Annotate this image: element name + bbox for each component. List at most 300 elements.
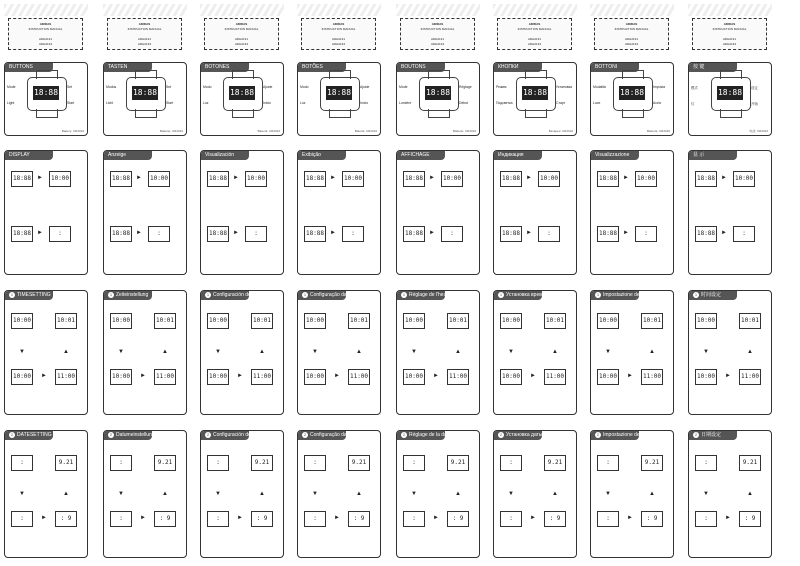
arrow-right-icon: ► [41, 373, 47, 379]
date-setting-panel [103, 430, 187, 558]
watch-diagram [613, 77, 653, 111]
step-number: 1 [499, 291, 503, 297]
panel-tab [104, 431, 155, 440]
lcd-display: : [733, 226, 755, 242]
panel-tab-label: TASTEN [108, 64, 128, 70]
arrow-down-icon: ▼ [215, 349, 221, 355]
arrow-right-icon: ► [237, 515, 243, 521]
lcd-display: : 9 [544, 511, 566, 527]
lcd-display: 11:00 [55, 369, 77, 385]
lcd-display: : [11, 455, 33, 471]
brand-box [301, 18, 376, 50]
step-number: 1 [109, 291, 113, 297]
manual-column [297, 0, 381, 566]
manual-column [200, 0, 284, 566]
manual-column [688, 0, 772, 566]
arrow-right-icon: ► [725, 373, 731, 379]
panel-tab [298, 151, 346, 160]
lcd-display: 10:00 [635, 171, 657, 187]
lcd-display: : [500, 511, 522, 527]
panel-tab [5, 151, 53, 160]
lcd-display: 10:01 [348, 313, 370, 329]
panel-tab-label: AFFICHAGE [401, 152, 430, 158]
panel-tab-label: BOTTONI [595, 64, 618, 70]
buttons-panel [297, 62, 381, 136]
display-panel [297, 150, 381, 275]
watch-strap-top [232, 70, 254, 79]
header-pattern [590, 4, 674, 16]
lcd-display: : [500, 455, 522, 471]
button-label: Modus [106, 85, 117, 89]
panel-tab-label: 日期设定 [701, 432, 722, 438]
button-label: Inicio [263, 101, 271, 105]
arrow-up-icon: ▲ [747, 349, 753, 355]
arrow-up-icon: ▲ [552, 349, 558, 355]
lcd-display: : [342, 226, 364, 242]
watch-diagram [320, 77, 360, 111]
lcd-display: : 9 [154, 511, 176, 527]
lcd-display: 10:00 [342, 171, 364, 187]
arrow-right-icon: ► [140, 373, 146, 379]
lcd-display: 18:88 [403, 171, 425, 187]
brand-name: ADIDAS [332, 22, 345, 26]
panel-tab [591, 291, 651, 300]
arrow-up-icon: ▲ [455, 491, 461, 497]
arrow-right-icon: ► [526, 230, 532, 236]
panel-tab-label: Установка времени [506, 292, 552, 298]
display-panel [688, 150, 772, 275]
lcd-display: 10:00 [11, 313, 33, 329]
watch-diagram [711, 77, 751, 111]
time-setting-panel [396, 290, 480, 415]
time-setting-panel [4, 290, 88, 415]
manual-column [396, 0, 480, 566]
arrow-down-icon: ▼ [118, 491, 124, 497]
button-label: Luz [300, 101, 306, 105]
time-setting-panel [493, 290, 577, 415]
panel-tab [5, 431, 53, 440]
brand-box [400, 18, 475, 50]
lcd-display: 18:88 [207, 226, 229, 242]
lcd-display: : [441, 226, 463, 242]
display-panel [103, 150, 187, 275]
button-label: Подсветка [496, 101, 513, 105]
arrow-up-icon: ▲ [455, 349, 461, 355]
arrow-up-icon: ▲ [63, 491, 69, 497]
lcd-display: 18:88 [695, 171, 717, 187]
lcd-display: : [403, 455, 425, 471]
panel-tab [689, 151, 737, 160]
arrow-right-icon: ► [623, 230, 629, 236]
lcd-display: 18:88 [11, 171, 33, 187]
arrow-up-icon: ▲ [356, 349, 362, 355]
panel-tab-label: DATESETTING [17, 432, 52, 438]
time-setting-panel [297, 290, 381, 415]
buttons-panel [200, 62, 284, 136]
arrow-up-icon: ▲ [162, 491, 168, 497]
arrow-right-icon: ► [526, 175, 532, 181]
panel-tab-label: Datumeinstellung [116, 432, 155, 438]
brand-name: ADIDAS [723, 22, 736, 26]
panel-tab [689, 431, 737, 440]
panel-tab [201, 151, 249, 160]
button-label: Mode [7, 85, 16, 89]
watch-strap-bottom [525, 109, 547, 118]
date-setting-panel [688, 430, 772, 558]
panel-tab [201, 291, 263, 300]
watch-strap-top [135, 70, 157, 79]
lcd-display: 9.21 [55, 455, 77, 471]
buttons-panel [688, 62, 772, 136]
model-number: ADH2131 [624, 37, 638, 41]
lcd-display: 10:00 [733, 171, 755, 187]
lcd-display: 11:00 [447, 369, 469, 385]
button-label: 设定 [751, 86, 758, 90]
model-number-alt: ADH2133 [137, 42, 151, 46]
arrow-down-icon: ▼ [312, 491, 318, 497]
model-number: ADH2131 [234, 37, 248, 41]
model-number-alt: ADH2133 [38, 42, 52, 46]
model-number-alt: ADH2133 [527, 42, 541, 46]
header-pattern [688, 4, 772, 16]
lcd-display: 10:00 [403, 313, 425, 329]
panel-tab-label: Impostazione dell'ora [603, 292, 651, 298]
watch-strap-bottom [329, 109, 351, 118]
lcd-display: 9.21 [641, 455, 663, 471]
lcd-display: : 9 [251, 511, 273, 527]
button-label: Start [67, 101, 75, 105]
lcd-display: 10:01 [641, 313, 663, 329]
arrow-right-icon: ► [530, 373, 536, 379]
step-number: 2 [596, 431, 600, 437]
lcd-display: 10:01 [154, 313, 176, 329]
brand-title: INSTRUCTION MANUAL [614, 27, 649, 31]
button-label: 模式 [691, 86, 698, 90]
watch-strap-bottom [428, 109, 450, 118]
lcd-display: 10:00 [538, 171, 560, 187]
brand-box [594, 18, 669, 50]
step-number: 1 [10, 291, 14, 297]
button-label: Modalità [593, 85, 606, 89]
button-label: Début [459, 101, 469, 105]
lcd-display: 9.21 [154, 455, 176, 471]
date-setting-panel [493, 430, 577, 558]
arrow-right-icon: ► [429, 175, 435, 181]
arrow-down-icon: ▼ [703, 349, 709, 355]
lcd-display: : [207, 511, 229, 527]
arrow-down-icon: ▼ [19, 491, 25, 497]
date-setting-panel [200, 430, 284, 558]
button-label: Mode [399, 85, 408, 89]
panel-tab [201, 431, 265, 440]
brand-name: ADIDAS [138, 22, 151, 26]
arrow-right-icon: ► [233, 230, 239, 236]
brand-box [107, 18, 182, 50]
panel-tab [591, 431, 656, 440]
lcd-display: 18:88 [695, 226, 717, 242]
lcd-display: 11:00 [544, 369, 566, 385]
arrow-right-icon: ► [330, 175, 336, 181]
arrow-right-icon: ► [627, 515, 633, 521]
lcd-display: 9.21 [348, 455, 370, 471]
lcd-display: 10:00 [403, 369, 425, 385]
time-setting-panel [200, 290, 284, 415]
step-number: 1 [402, 291, 406, 297]
panel-tab [591, 151, 639, 160]
panel-tab-label: Configuración de hora [213, 292, 263, 298]
button-label: Lumière [399, 101, 412, 105]
panel-tab [104, 151, 152, 160]
step-number: 2 [303, 431, 307, 437]
brand-box [497, 18, 572, 50]
step-number: 1 [206, 291, 210, 297]
lcd-display: 11:00 [154, 369, 176, 385]
date-setting-panel [297, 430, 381, 558]
watch-strap-top [622, 70, 644, 79]
button-label: Set [67, 85, 73, 89]
lcd-display: 10:00 [304, 369, 326, 385]
arrow-down-icon: ▼ [411, 491, 417, 497]
button-label: Ajuste [263, 85, 273, 89]
lcd-display: : [635, 226, 657, 242]
buttons-panel [396, 62, 480, 136]
arrow-down-icon: ▼ [215, 491, 221, 497]
arrow-down-icon: ▼ [508, 491, 514, 497]
lcd-display: 10:00 [695, 313, 717, 329]
lcd-display: 9.21 [544, 455, 566, 471]
arrow-down-icon: ▼ [703, 491, 709, 497]
model-number: ADH2131 [722, 37, 736, 41]
arrow-up-icon: ▲ [356, 491, 362, 497]
watch-diagram [126, 77, 166, 111]
panel-tab-label: BOTÕES [302, 64, 323, 70]
lcd-display: 10:00 [207, 313, 229, 329]
header-pattern [396, 4, 480, 16]
display-panel [396, 150, 480, 275]
arrow-down-icon: ▼ [605, 349, 611, 355]
lcd-display: : [304, 455, 326, 471]
brand-title: INSTRUCTION MANUAL [321, 27, 356, 31]
lcd-display: 18:88 [207, 171, 229, 187]
watch-strap-top [525, 70, 547, 79]
battery-note: Batteria: CR2016 [646, 129, 670, 133]
arrow-up-icon: ▲ [649, 491, 655, 497]
watch-strap-bottom [622, 109, 644, 118]
lcd-display: : 9 [55, 511, 77, 527]
model-number: ADH2131 [38, 37, 52, 41]
arrow-right-icon: ► [334, 515, 340, 521]
brand-title: INSTRUCTION MANUAL [517, 27, 552, 31]
panel-tab-label: КНОПКИ [498, 64, 519, 70]
lcd-display: 10:00 [49, 171, 71, 187]
battery-note: Battery: CR2016 [61, 129, 84, 133]
watch-strap-bottom [36, 109, 58, 118]
date-setting-panel [4, 430, 88, 558]
buttons-panel [4, 62, 88, 136]
lcd-display: 18:88 [11, 226, 33, 242]
lcd-display: 11:00 [348, 369, 370, 385]
watch-strap-bottom [720, 109, 742, 118]
button-label: Ajuste [360, 85, 370, 89]
arrow-right-icon: ► [721, 175, 727, 181]
lcd-display: : [695, 455, 717, 471]
watch-face: 18:88 [717, 86, 743, 100]
lcd-display: : 9 [348, 511, 370, 527]
arrow-up-icon: ▲ [63, 349, 69, 355]
watch-strap-top [329, 70, 351, 79]
step-number: 2 [206, 431, 210, 437]
lcd-display: 18:88 [403, 226, 425, 242]
button-label: Réglage [459, 85, 472, 89]
buttons-panel [493, 62, 577, 136]
step-number: 1 [596, 291, 600, 297]
panel-tab [397, 431, 451, 440]
brand-title: INSTRUCTION MANUAL [712, 27, 747, 31]
header-pattern [493, 4, 577, 16]
lcd-display: 18:88 [500, 226, 522, 242]
arrow-right-icon: ► [530, 515, 536, 521]
lcd-display: : [538, 226, 560, 242]
arrow-right-icon: ► [140, 515, 146, 521]
arrow-right-icon: ► [623, 175, 629, 181]
date-setting-panel [396, 430, 480, 558]
watch-face: 18:88 [132, 86, 158, 100]
lcd-display: 10:00 [695, 369, 717, 385]
header-pattern [4, 4, 88, 16]
lcd-display: 10:01 [447, 313, 469, 329]
watch-diagram [516, 77, 556, 111]
brand-title: INSTRUCTION MANUAL [127, 27, 162, 31]
lcd-display: : [245, 226, 267, 242]
date-setting-panel [590, 430, 674, 558]
panel-tab-label: Visualizzazione [595, 152, 630, 158]
lcd-display: 10:00 [597, 369, 619, 385]
manual-column [4, 0, 88, 566]
button-label: Modo [203, 85, 212, 89]
brand-box [204, 18, 279, 50]
lcd-display: 10:01 [544, 313, 566, 329]
watch-diagram [223, 77, 263, 111]
step-number: 2 [10, 431, 14, 437]
lcd-display: 18:88 [597, 226, 619, 242]
panel-tab [397, 291, 451, 300]
panel-tab-label: Réglage de la date [409, 432, 451, 438]
buttons-panel [590, 62, 674, 136]
lcd-display: : [148, 226, 170, 242]
model-number-alt: ADH2133 [430, 42, 444, 46]
lcd-display: 10:00 [597, 313, 619, 329]
watch-face: 18:88 [619, 86, 645, 100]
lcd-display: 10:00 [110, 313, 132, 329]
panel-tab-label: BOUTONS [401, 64, 426, 70]
arrow-right-icon: ► [334, 373, 340, 379]
lcd-display: 18:88 [110, 226, 132, 242]
panel-tab-label: Visualización [205, 152, 235, 158]
display-panel [4, 150, 88, 275]
arrow-right-icon: ► [429, 230, 435, 236]
watch-strap-bottom [135, 109, 157, 118]
brand-name: ADIDAS [235, 22, 248, 26]
watch-strap-top [720, 70, 742, 79]
battery-note: 电池: CR2016 [749, 129, 768, 133]
button-label: 灯 [691, 102, 695, 106]
arrow-right-icon: ► [725, 515, 731, 521]
battery-note: Bateria: CR2016 [354, 129, 377, 133]
button-label: Start [166, 101, 174, 105]
brand-title: INSTRUCTION MANUAL [28, 27, 63, 31]
lcd-display: 11:00 [251, 369, 273, 385]
arrow-right-icon: ► [37, 175, 43, 181]
model-number: ADH2131 [527, 37, 541, 41]
watch-face: 18:88 [425, 86, 451, 100]
lcd-display: : [597, 511, 619, 527]
manual-column [103, 0, 187, 566]
display-panel [493, 150, 577, 275]
watch-strap-top [428, 70, 450, 79]
lcd-display: 9.21 [251, 455, 273, 471]
panel-tab [494, 151, 542, 160]
panel-tab-label: Configuração da hora [310, 292, 359, 298]
arrow-down-icon: ▼ [118, 349, 124, 355]
brand-title: INSTRUCTION MANUAL [224, 27, 259, 31]
model-number-alt: ADH2133 [331, 42, 345, 46]
time-setting-panel [590, 290, 674, 415]
lcd-display: 10:00 [304, 313, 326, 329]
panel-tab [689, 291, 737, 300]
lcd-display: 18:88 [500, 171, 522, 187]
brand-box [692, 18, 767, 50]
lcd-display: : [49, 226, 71, 242]
button-label: 开始 [751, 102, 758, 106]
panel-tab [104, 291, 152, 300]
button-label: Light [7, 101, 15, 105]
manual-column [493, 0, 577, 566]
watch-face: 18:88 [33, 86, 59, 100]
lcd-display: : [110, 511, 132, 527]
panel-tab-label: BOTONES [205, 64, 230, 70]
lcd-display: : [403, 511, 425, 527]
brand-name: ADIDAS [625, 22, 638, 26]
button-label: Licht [106, 101, 114, 105]
button-label: Avvio [653, 101, 662, 105]
arrow-up-icon: ▲ [747, 491, 753, 497]
step-number: 2 [694, 431, 698, 437]
panel-tab [494, 291, 552, 300]
model-number-alt: ADH2133 [624, 42, 638, 46]
brand-name: ADIDAS [528, 22, 541, 26]
button-label: Modo [300, 85, 309, 89]
brand-name: ADIDAS [431, 22, 444, 26]
brand-title: INSTRUCTION MANUAL [420, 27, 455, 31]
panel-tab [298, 291, 359, 300]
lcd-display: : 9 [739, 511, 761, 527]
panel-tab-label: BUTTONS [9, 64, 33, 70]
lcd-display: : [110, 455, 132, 471]
panel-tab-label: Zeiteinstellung [116, 292, 149, 298]
arrow-right-icon: ► [433, 373, 439, 379]
panel-tab [298, 431, 358, 440]
panel-tab-label: Configuração da data [310, 432, 358, 438]
step-number: 2 [499, 431, 503, 437]
arrow-down-icon: ▼ [312, 349, 318, 355]
watch-diagram [27, 77, 67, 111]
panel-tab-label: 显 示 [693, 152, 705, 158]
watch-face: 18:88 [229, 86, 255, 100]
watch-face: 18:88 [326, 86, 352, 100]
lcd-display: 9.21 [739, 455, 761, 471]
panel-tab-label: 按 键 [693, 64, 705, 70]
lcd-display: 18:88 [304, 171, 326, 187]
